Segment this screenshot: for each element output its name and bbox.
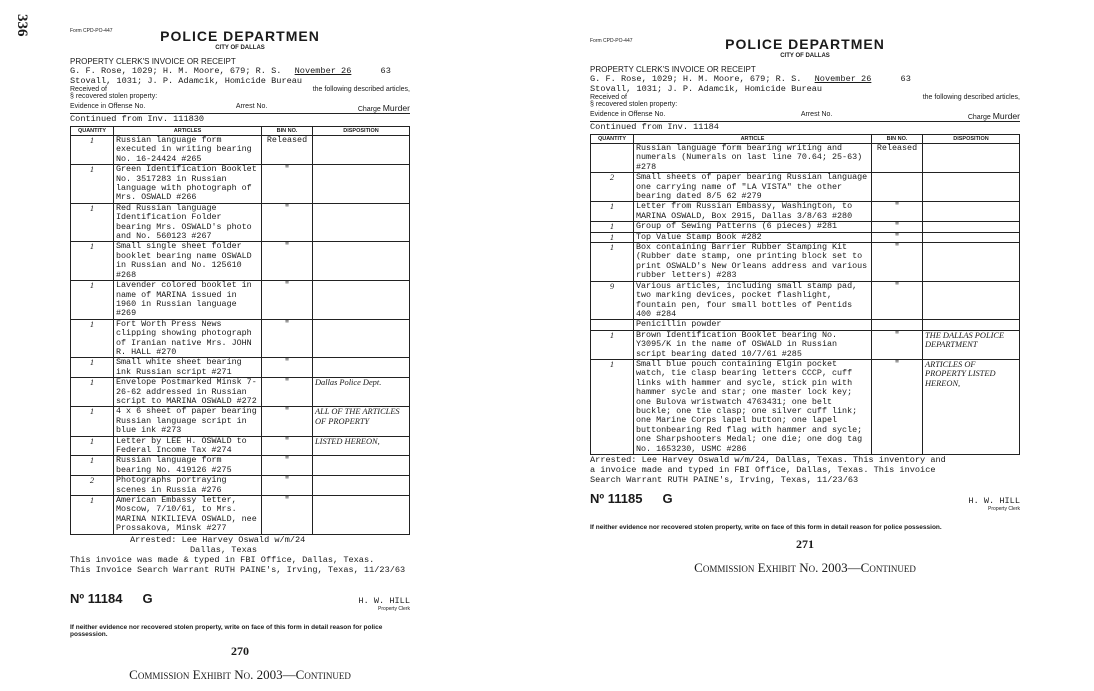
footnote: If neither evidence nor recovered stolen property, write on face of this form in detail reason for police possession.: [590, 524, 942, 531]
cell-qty: [591, 320, 634, 330]
continued-note: Continued from Inv. 111830: [70, 114, 205, 124]
cell-disp: [313, 136, 410, 165]
col-articles: ARTICLES: [114, 127, 262, 136]
table-row: [71, 319, 410, 358]
cell-bin: ": [262, 281, 313, 320]
col-bin: BIN NO.: [262, 127, 313, 136]
cell-bin: ": [262, 319, 313, 358]
received-by: G. F. Rose, 1029; H. M. Moore, 679; R. S. November 26 63: [70, 66, 391, 76]
continued-note: Continued from Inv. 11184: [590, 122, 719, 132]
cell-bin: [872, 173, 923, 202]
table-row: [591, 281, 1020, 320]
cell-qty: 1: [591, 232, 634, 242]
cell-article: Russian language form bearing No. 419126 #275: [114, 456, 262, 476]
col-disposition: DISPOSITION: [313, 127, 410, 136]
cell-bin: ": [262, 242, 313, 281]
table-row: [591, 330, 1020, 359]
clerk-title: Property Clerk: [988, 506, 1020, 512]
table-row: [71, 242, 410, 281]
footer-line-1: a invoice made and typed in FBI Office, Dallas, Texas. This invoice: [590, 465, 936, 475]
cell-article: Green Identification Booklet No. 3517283 in Russian language with photograph of Mrs. OSWALD #266: [114, 165, 262, 204]
cell-bin: ": [872, 281, 923, 320]
table-row: [591, 144, 1020, 173]
invoice-number: Nº 11184 G: [70, 590, 153, 606]
cell-disp: [923, 281, 1020, 320]
arrested-line: Arrested: Lee Harvey Oswald w/m/24, Dallas, Texas. This inventory and: [590, 455, 946, 465]
col-quantity: QUANTITY: [591, 135, 634, 144]
cell-bin: ": [872, 222, 923, 232]
cell-bin: ": [262, 476, 313, 496]
cell-bin: ": [262, 378, 313, 407]
table-row: [71, 476, 410, 496]
department-title: POLICE DEPARTMEN: [160, 28, 320, 44]
cell-bin: ": [872, 232, 923, 242]
table-row: [71, 281, 410, 320]
cell-article: Red Russian language Identification Folder bearing Mrs. OSWALD's photo and No. 560123 #267: [114, 203, 262, 242]
footer-line-2: This Invoice Search Warrant RUTH PAINE's, Irving, Texas, 11/23/63: [70, 564, 406, 575]
col-disposition: DISPOSITION: [923, 135, 1020, 144]
arrested-line: Arrested: Lee Harvey Oswald w/m/24: [130, 534, 306, 545]
cell-disp: [313, 319, 410, 358]
table-row: [591, 222, 1020, 232]
cell-qty: 1: [71, 407, 114, 436]
cell-qty: 1: [71, 319, 114, 358]
table-row: [591, 202, 1020, 222]
cell-bin: ": [872, 330, 923, 359]
cell-qty: 1: [591, 359, 634, 454]
cell-article: Small sheets of paper bearing Russian language one carrying name of "LA VISTA" the other bearing dated 8/5 62 #279: [634, 173, 872, 202]
city-label: CITY OF DALLAS: [780, 53, 830, 59]
clerk-name: H. W. HILL: [968, 496, 1020, 506]
cell-disp: [923, 232, 1020, 242]
invoice-number: Nº 11185 G: [590, 491, 673, 506]
cell-bin: [872, 320, 923, 330]
form-number: Form CPD-PO-447: [70, 28, 113, 34]
table-row: [591, 232, 1020, 242]
exhibit-number: 271: [796, 537, 814, 551]
clerk-name: H. W. HILL: [358, 595, 410, 606]
cell-bin: ": [262, 358, 313, 378]
city-label: CITY OF DALLAS: [215, 45, 265, 51]
cell-qty: 1: [71, 378, 114, 407]
cell-disp: [313, 496, 410, 535]
cell-disp: [313, 242, 410, 281]
cell-disp: [923, 222, 1020, 232]
cell-bin: ": [262, 456, 313, 476]
cell-qty: 1: [71, 496, 114, 535]
evidence-line: Evidence in Offense No. Arrest No. Charge Murder: [590, 111, 1020, 121]
cell-disp: [923, 202, 1020, 222]
cell-bin: ": [262, 496, 313, 535]
cell-disp: [923, 144, 1020, 173]
cell-article: Photographs portraying scenes in Russia #276: [114, 476, 262, 496]
table-row: [71, 496, 410, 535]
form-number: Form CPD-PO-447: [590, 38, 633, 44]
received-by-2: Stovall, 1031; J. P. Adamcik, Homicide Bureau: [70, 76, 303, 86]
table-row: [591, 173, 1020, 202]
table-row: [71, 407, 410, 436]
cell-article: Fort Worth Press News clipping showing photograph of Iranian native Mrs. JOHN R. HALL #270: [114, 319, 262, 358]
cell-article: Box containing Barrier Rubber Stamping Kit (Rubber date stamp, one printing block set to print OSWALD's New Orleans address and various rubber letters) #283: [634, 243, 872, 282]
cell-qty: 1: [591, 330, 634, 359]
cell-disp: [313, 165, 410, 204]
table-row: [71, 456, 410, 476]
cell-qty: 1: [71, 242, 114, 281]
table-row: [591, 243, 1020, 282]
cell-disp: [313, 456, 410, 476]
cell-qty: 1: [71, 136, 114, 165]
table-row: [71, 203, 410, 242]
cell-article: Penicillin powder: [634, 320, 872, 330]
exhibit-caption: Commission Exhibit No. 2003—Continued: [694, 560, 916, 575]
cell-qty: 2: [591, 173, 634, 202]
cell-bin: ": [262, 407, 313, 436]
articles-table: [590, 134, 1020, 455]
received-of-line: Received of the following described articles,: [70, 86, 410, 93]
department-title: POLICE DEPARTMEN: [725, 36, 885, 52]
cell-disp: [923, 320, 1020, 330]
cell-qty: 1: [71, 203, 114, 242]
col-quantity: QUANTITY: [71, 127, 114, 136]
cell-disp: [313, 203, 410, 242]
table-row: [71, 436, 410, 456]
cell-qty: 1: [71, 436, 114, 456]
cell-article: Small white sheet bearing ink Russian script #271: [114, 358, 262, 378]
exhibit-caption: Commission Exhibit No. 2003—Continued: [129, 666, 351, 682]
table-row: [591, 359, 1020, 454]
cell-qty: 1: [71, 358, 114, 378]
cell-disp: LISTED HEREON,: [313, 436, 410, 456]
cell-article: Brown Identification Booklet bearing No. Y3095/K in the name of OSWALD in Russian script bearing dated 10/7/61 #285: [634, 330, 872, 359]
cell-article: Letter from Russian Embassy, Washington, to MARINA OSWALD, Box 2915, Dallas 3/8/63 #280: [634, 202, 872, 222]
form-header: PROPERTY CLERK'S INVOICE OR RECEIPT: [590, 65, 756, 74]
table-row: [71, 378, 410, 407]
cell-article: Small blue pouch containing Elgin pocket watch, tie clasp bearing letters CCCP, cuff links with hammer and sycle, stick pin with hammer sycle and star; one master lock key; one Bulova wristwatch 4763431; one belt buckle; one tie clasp; one silver cuff link; one Marine Corps lapel button; one lapel buttonbearing Red flag with hammer and sycle; one Sharpshooters Medal; one die; one dog tag No. 1653230, USMC #286: [634, 359, 872, 454]
table-row: [71, 165, 410, 204]
col-articles: ARTICLE: [634, 135, 872, 144]
cell-bin: Released: [262, 136, 313, 165]
cell-article: Group of Sewing Patterns (6 pieces) #281: [634, 222, 872, 232]
arrested-line-2: Dallas, Texas: [190, 544, 258, 555]
cell-article: Various articles, including small stamp pad, two marking devices, pocket flashlight, fountain pen, four small bottles of Pentids 400 #284: [634, 281, 872, 320]
received-by-2: Stovall, 1031; J. P. Adamcik, Homicide Bureau: [590, 84, 823, 94]
table-row: [71, 358, 410, 378]
cell-disp: [313, 281, 410, 320]
footer-line-1: This invoice was made & typed in FBI Office, Dallas, Texas.: [70, 554, 375, 565]
cell-bin: ": [262, 436, 313, 456]
clerk-title: Property Clerk: [378, 605, 410, 612]
cell-bin: ": [262, 165, 313, 204]
cell-qty: 1: [591, 222, 634, 232]
invoice-form-left: [70, 28, 410, 683]
cell-article: Russian language form bearing writing and numerals (Numerals on last line 70.64; 25-63) #278: [634, 144, 872, 173]
cell-bin: ": [872, 243, 923, 282]
evidence-line: Evidence in Offense No. Arrest No. Charge Murder: [70, 103, 410, 113]
cell-disp: ALL OF THE ARTICLES OF PROPERTY: [313, 407, 410, 436]
cell-disp: [923, 173, 1020, 202]
page-number: 336: [14, 14, 30, 37]
received-by: G. F. Rose, 1029; H. M. Moore, 679; R. S. November 26 63: [590, 74, 911, 84]
recovered-label: § recovered stolen property:: [590, 101, 678, 108]
cell-article: Letter by LEE H. OSWALD to Federal Income Tax #274: [114, 436, 262, 456]
cell-disp: [313, 358, 410, 378]
cell-qty: 1: [71, 165, 114, 204]
cell-article: Envelope Postmarked Minsk 7-26-62 addressed in Russian script to MARINA OSWALD #272: [114, 378, 262, 407]
cell-qty: 1: [591, 202, 634, 222]
cell-qty: 9: [591, 281, 634, 320]
cell-disp: Dallas Police Dept.: [313, 378, 410, 407]
cell-bin: ": [262, 203, 313, 242]
exhibit-number: 270: [231, 643, 249, 658]
footer-line-2: Search Warrant RUTH PAINE's, Irving, Texas, 11/23/63: [590, 475, 859, 485]
cell-qty: 2: [71, 476, 114, 496]
cell-qty: 1: [71, 281, 114, 320]
cell-disp: [923, 243, 1020, 282]
cell-article: 4 x 6 sheet of paper bearing Russian language script in blue ink #273: [114, 407, 262, 436]
cell-qty: 1: [71, 456, 114, 476]
cell-article: Small single sheet folder booklet bearing name OSWALD in Russian and No. 125610 #268: [114, 242, 262, 281]
cell-bin: ": [872, 202, 923, 222]
cell-bin: ": [872, 359, 923, 454]
received-of-line: Received of the following described articles,: [590, 94, 1020, 101]
table-row: [591, 320, 1020, 330]
cell-article: Lavender colored booklet in name of MARINA issued in 1960 in Russian language #269: [114, 281, 262, 320]
footnote: If neither evidence nor recovered stolen property, write on face of this form in detail reason for police possession.: [70, 623, 383, 638]
cell-disp: [313, 476, 410, 496]
cell-qty: [591, 144, 634, 173]
cell-article: Russian language form executed in writing bearing No. 16-24424 #265: [114, 136, 262, 165]
cell-disp: ARTICLES OF PROPERTY LISTED HEREON,: [923, 359, 1020, 454]
cell-article: American Embassy letter, Moscow, 7/10/61, to Mrs. MARINA NIKILIEVA OSWALD, nee Prossakova, Minsk #277: [114, 496, 262, 535]
invoice-form-right: [590, 28, 1020, 576]
cell-disp: THE DALLAS POLICE DEPARTMENT: [923, 330, 1020, 359]
table-row: [71, 136, 410, 165]
cell-qty: 1: [591, 243, 634, 282]
cell-article: Top Value Stamp Book #282: [634, 232, 872, 242]
recovered-label: § recovered stolen property:: [70, 93, 158, 100]
cell-bin: Released: [872, 144, 923, 173]
articles-table: [70, 126, 410, 535]
form-header: PROPERTY CLERK'S INVOICE OR RECEIPT: [70, 57, 236, 66]
col-bin: BIN NO.: [872, 135, 923, 144]
